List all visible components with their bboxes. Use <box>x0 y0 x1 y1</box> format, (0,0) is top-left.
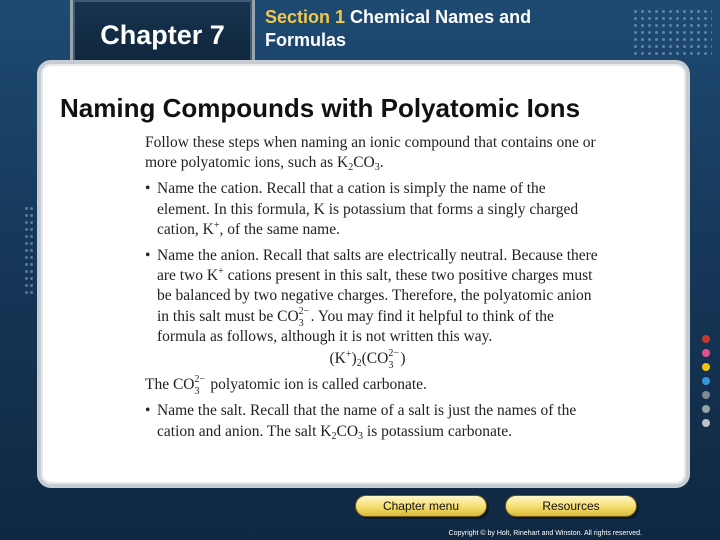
bullet-icon: • <box>145 180 151 198</box>
chapter-menu-button[interactable] <box>355 495 487 517</box>
list-item-name-anion: • Name the anion. Recall that salts are electrically neutral. Because there are two K+ cations present in this salt, these two positive charges must be balanced by two negative charges. Therefore, the polyatomic anion in this salt must be CO 2− 3 . You may find it helpful to think of the formula as follows, although it is not written this way. <box>145 246 600 347</box>
page-title: Naming Compounds with Polyatomic Ions <box>60 93 581 123</box>
step2-text: Name the anion. Recall that salts are electrically neutral. Because there are two K <box>157 247 598 285</box>
body-text <box>145 133 600 442</box>
intro-end: . <box>379 154 384 172</box>
section-title-text: Chemical Names and <box>350 7 532 27</box>
resources-label: Resources <box>542 499 600 513</box>
step3-text-end: is potassium carbonate. <box>363 422 512 440</box>
bullet-icon: • <box>145 247 151 265</box>
formula-k2co3: $K_2CO_3$ <box>337 154 380 174</box>
step2-text-end: . You may find it helpful to think of the formula as follows, although it is not written this way. <box>157 307 554 345</box>
section-title <box>265 6 585 52</box>
step1-text: Name the cation. Recall that a cation is simply the name of the element. In this formula, K is potassium that forms a singly charged cation, K <box>157 180 579 238</box>
intro-text: Follow these steps when naming an ionic compound that contains one or more polyatomic ions, such as <box>145 134 596 172</box>
copyright-text: Copyright © by Holt, Rinehart and Winston. All rights reserved. <box>448 530 642 537</box>
resources-button[interactable] <box>505 495 637 517</box>
carbonate-text: The CO <box>145 376 195 394</box>
carbonate-paragraph: The CO 2− 3 polyatomic ion is called carbonate. <box>145 374 427 398</box>
step1-text-end: , of the same name. <box>219 220 340 238</box>
step2-text-mid: cations present in this salt, these two positive charges must be balanced by two negative charges. Therefore, the polyatomic anion in this salt must be CO <box>157 267 593 325</box>
chapter-label-text: Chapter 7 <box>100 19 225 50</box>
section-title-text-line2: Formulas <box>265 30 347 50</box>
list-item-name-cation: • Name the cation. Recall that a cation is simply the name of the element. In this formula, K is potassium that forms a singly charged cation, K+, of the same name. <box>145 179 600 240</box>
formula-k2co3: $K_2CO_3$ <box>320 422 364 442</box>
bullet-icon: • <box>145 402 151 420</box>
step3-text: Name the salt. Recall that the name of a salt is just the names of the cation and anion. The salt <box>157 402 577 440</box>
formula-display: $(K^+)_2(CO$ 2− 3 ) <box>329 348 406 372</box>
intro-paragraph <box>145 133 600 173</box>
carbonate-text-end: polyatomic ion is called carbonate. <box>206 376 427 394</box>
section-number: Section 1 <box>265 7 346 27</box>
dot-grid-decoration <box>632 8 712 58</box>
list-item-name-salt <box>145 401 600 441</box>
side-dots-decoration-left <box>24 205 34 295</box>
side-dots-decoration-right <box>702 335 712 455</box>
chapter-menu-label: Chapter menu <box>382 499 460 513</box>
